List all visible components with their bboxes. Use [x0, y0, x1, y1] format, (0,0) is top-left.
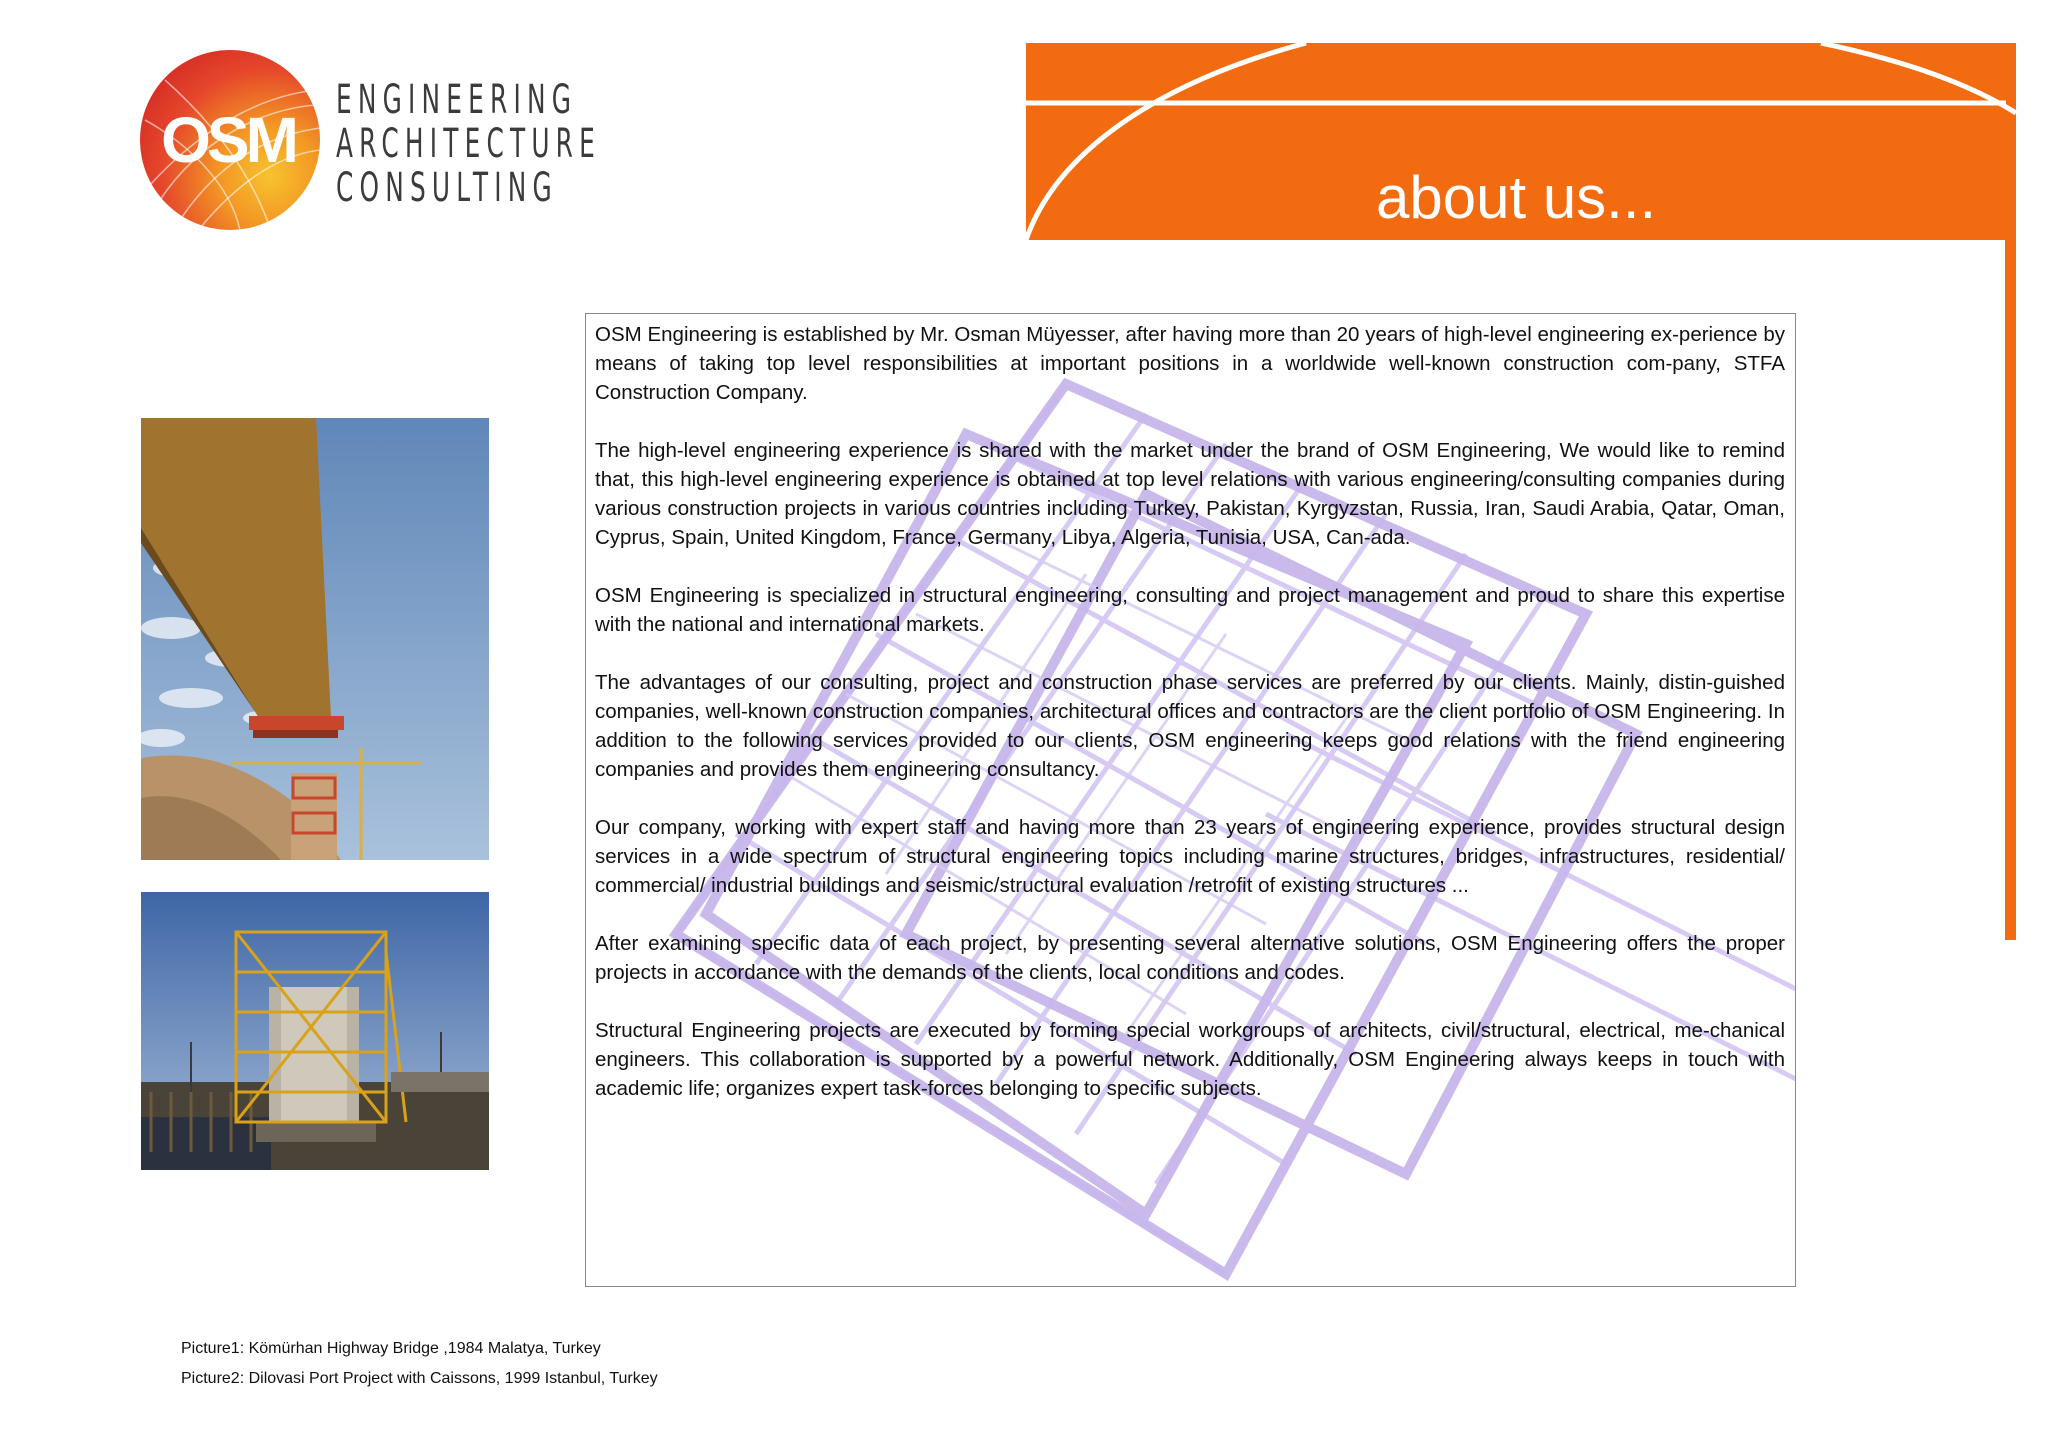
logo-globe-icon [140, 50, 320, 230]
caption-picture2: Picture2: Dilovasi Port Project with Caissons, 1999 Istanbul, Turkey [181, 1370, 658, 1387]
logo-line-engineering: ENGINEERING [336, 77, 578, 123]
paragraph-approach: After examining specific data of each project, by presenting several alternative solutions, OSM Engineering offers the proper projects in accordance with the demands of the clients, local conditions and codes. [595, 932, 1785, 984]
paragraph-founding: OSM Engineering is established by Mr. Osman Müyesser, after having more than 20 years of high-level engineering ex-perience by means of taking top level responsibilities at important positions in a worldwide well-known construction com-pany, STFA Construction Company. [595, 323, 1785, 404]
bridge-photo [141, 418, 489, 860]
paragraph-advantages: The advantages of our consulting, project and construction phase services are preferred by our clients. Mainly, distin-guished companies, well-known construction companies, architectural offices and contractors are the client portfolio of OSM Engineering. In addition to the following services provided to our clients, OSM engineering keeps good relations with the friend engineering companies and provides them engineering consultancy. [595, 671, 1785, 781]
logo-wordmark [336, 78, 763, 210]
port-photo [141, 892, 489, 1170]
caption-picture1: Picture1: Kömürhan Highway Bridge ,1984 Malatya, Turkey [181, 1340, 601, 1357]
about-text-box [585, 313, 1796, 1287]
paragraph-workgroups: Structural Engineering projects are executed by forming special workgroups of architects, civil/structural, electrical, me-chanical engineers. This collaboration is supported by a powerful network. Additionally, OSM Engineering always keeps in touch with academic life; organizes expert task-forces belonging to specific subjects. [595, 1019, 1785, 1100]
logo-line-architecture: ARCHITECTURE [336, 121, 601, 167]
company-logo [140, 50, 601, 240]
paragraph-services: Our company, working with expert staff and having more than 23 years of engineering experience, provides structural design services in a wide spectrum of structural engineering topics including marine structures, bridges, infrastructures, residential/ commercial/ industrial buildings and seismic/structural evaluation /retrofit of existing structures ... [595, 816, 1785, 897]
logo-line-consulting: CONSULTING [336, 165, 558, 211]
paragraph-experience: The high-level engineering experience is shared with the market under the brand of OSM Engineering, We would like to remind that, this high-level engineering experience is obtained at top level relations with various engineering/consulting companies during various construction projects in various countries including Turkey, Pakistan, Kyrgyzstan, Russia, Iran, Saudi Arabia, Qatar, Oman, Cyprus, Spain, United Kingdom, France, Germany, Libya, Algeria, Tunisia, USA, Can-ada. [595, 439, 1785, 549]
photo-captions [181, 1334, 658, 1394]
paragraph-specialization: OSM Engineering is specialized in structural engineering, consulting and project management and proud to share this expertise with the national and international markets. [595, 584, 1785, 636]
about-text [595, 320, 1785, 1132]
logo-mark: OSM [161, 104, 295, 176]
page-title: about us... [1376, 164, 1657, 231]
